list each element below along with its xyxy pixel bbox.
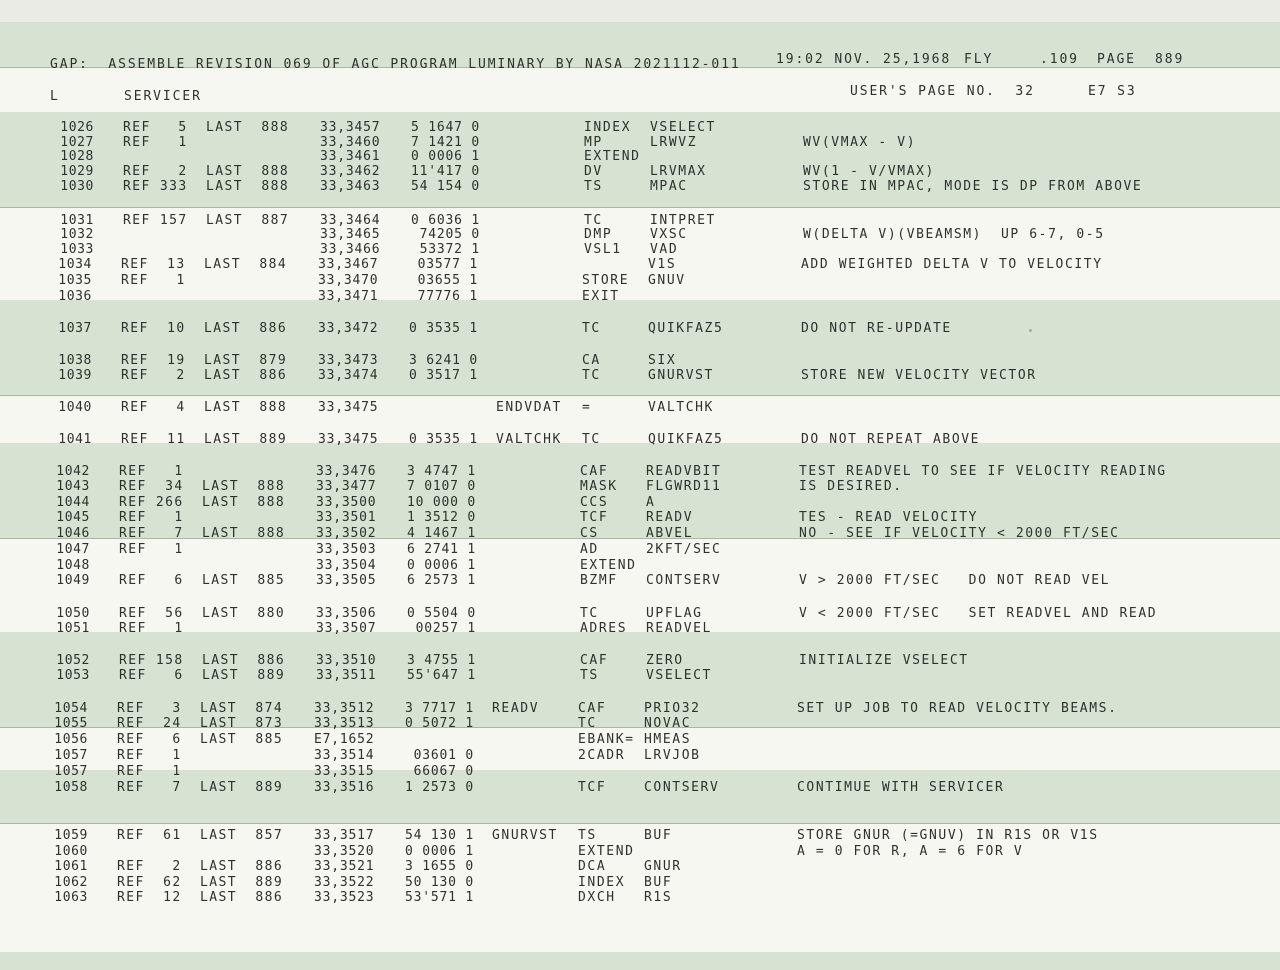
address: 33,3471 — [318, 289, 379, 304]
octal-word: 53372 1 — [419, 242, 480, 257]
line-number: 1047 — [56, 542, 90, 557]
operand: HMEAS — [644, 732, 692, 747]
line-number: 1051 — [56, 621, 90, 636]
page-number: 889 — [1155, 52, 1185, 67]
octal-word: 11'417 0 — [410, 164, 480, 179]
address: 33,3515 — [314, 764, 375, 779]
ref-count: REF 6 LAST 885 — [117, 732, 284, 747]
address: 33,3457 — [320, 120, 381, 135]
comment: DO NOT RE-UPDATE — [801, 321, 952, 336]
operand: LRVMAX — [650, 164, 707, 179]
address: 33,3521 — [314, 859, 375, 874]
line-number: 1039 — [58, 368, 92, 383]
address: 33,3523 — [314, 890, 375, 905]
octal-word: 6 2741 1 — [406, 542, 476, 557]
opcode: TCF — [580, 510, 609, 525]
octal-word: 0 5504 0 — [406, 606, 476, 621]
opcode: = — [582, 400, 592, 415]
symbol-label: VALTCHK — [496, 432, 562, 447]
ref-count: REF 1 — [119, 464, 184, 479]
opcode: CS — [580, 526, 599, 541]
symbol-label: ENDVDAT — [496, 400, 562, 415]
comment: W(DELTA V)(VBEAMSM) UP 6-7, 0-5 — [803, 227, 1105, 242]
octal-word: 55'647 1 — [406, 668, 476, 683]
octal-word: 5 1647 0 — [410, 120, 480, 135]
opcode: DV — [584, 164, 603, 179]
opcode: TS — [578, 828, 597, 843]
opcode: EXTEND — [580, 558, 637, 573]
octal-word: 0 5072 1 — [404, 716, 474, 731]
address: 33,3511 — [316, 668, 377, 683]
operand: MPAC — [650, 179, 688, 194]
octal-word: 03577 1 — [417, 257, 478, 272]
line-number: 1028 — [60, 149, 94, 164]
ref-count: REF 1 — [119, 542, 184, 557]
line-number: 1026 — [60, 120, 94, 135]
operand: UPFLAG — [646, 606, 703, 621]
comment: ADD WEIGHTED DELTA V TO VELOCITY — [801, 257, 1103, 272]
line-number: 1046 — [56, 526, 90, 541]
address: 33,3477 — [316, 479, 377, 494]
opcode: TC — [582, 321, 601, 336]
symbol-label: READV — [492, 701, 540, 716]
operand: BUF — [644, 875, 673, 890]
ref-count: REF 19 LAST 879 — [121, 353, 288, 368]
address: 33,3503 — [316, 542, 377, 557]
octal-word: 03655 1 — [417, 273, 478, 288]
opcode: 2CADR — [578, 748, 626, 763]
octal-word: 54 130 1 — [404, 828, 474, 843]
operand: ZERO — [646, 653, 684, 668]
ref-count: REF 157 LAST 887 — [123, 213, 290, 228]
ref-count: REF 6 LAST 885 — [119, 573, 286, 588]
octal-word: 3 4755 1 — [406, 653, 476, 668]
address: 33,3475 — [318, 400, 379, 415]
opcode: MP — [584, 135, 603, 150]
address: 33,3517 — [314, 828, 375, 843]
operand: VSELECT — [650, 120, 716, 135]
line-number: 1050 — [56, 606, 90, 621]
octal-word: 0 3535 1 — [408, 321, 478, 336]
line-number: 1057 — [54, 764, 88, 779]
octal-word: 3 7717 1 — [404, 701, 474, 716]
address: 33,3467 — [318, 257, 379, 272]
octal-word: 3 4747 1 — [406, 464, 476, 479]
address: 33,3502 — [316, 526, 377, 541]
octal-word: 53'571 1 — [404, 890, 474, 905]
address: 33,3512 — [314, 701, 375, 716]
opcode: EXTEND — [584, 149, 641, 164]
opcode: ADRES — [580, 621, 628, 636]
opcode: CCS — [580, 495, 609, 510]
comment: WV(VMAX - V) — [803, 135, 917, 150]
comment: INITIALIZE VSELECT — [799, 653, 969, 668]
octal-word: 7 1421 0 — [410, 135, 480, 150]
octal-word: 50 130 0 — [404, 875, 474, 890]
line-number: 1032 — [60, 227, 94, 242]
opcode: CAF — [578, 701, 607, 716]
ref-count: REF 333 LAST 888 — [123, 179, 290, 194]
address: 33,3462 — [320, 164, 381, 179]
assembly-title: GAP: ASSEMBLE REVISION 069 OF AGC PROGRAM LUMINARY BY NASA 2021112-011 — [50, 57, 741, 72]
opcode: STORE — [582, 273, 630, 288]
ref-count: REF 11 LAST 889 — [121, 432, 288, 447]
address: 33,3500 — [316, 495, 377, 510]
ref-count: REF 2 LAST 886 — [117, 859, 284, 874]
ref-count: REF 6 LAST 889 — [119, 668, 286, 683]
line-number: 1052 — [56, 653, 90, 668]
opcode: VSL1 — [584, 242, 622, 257]
address: 33,3461 — [320, 149, 381, 164]
comment: DO NOT REPEAT ABOVE — [801, 432, 981, 447]
version-label: .109 — [1040, 52, 1079, 67]
mode-label: FLY — [964, 52, 994, 67]
octal-word: 0 6036 1 — [410, 213, 480, 228]
operand: SIX — [648, 353, 677, 368]
comment: V < 2000 FT/SEC SET READVEL AND READ — [799, 606, 1158, 621]
address: 33,3514 — [314, 748, 375, 763]
address: 33,3474 — [318, 368, 379, 383]
line-number: 1045 — [56, 510, 90, 525]
address: 33,3463 — [320, 179, 381, 194]
green-band — [0, 952, 1280, 970]
address: 33,3476 — [316, 464, 377, 479]
octal-word: 0 0006 1 — [410, 149, 480, 164]
bank-id: E7 S3 — [1088, 84, 1137, 99]
opcode: TC — [582, 368, 601, 383]
line-number: 1059 — [54, 828, 88, 843]
address: 33,3513 — [314, 716, 375, 731]
opcode: TC — [578, 716, 597, 731]
octal-word: 0 0006 1 — [406, 558, 476, 573]
address: E7,1652 — [314, 732, 375, 747]
address: 33,3505 — [316, 573, 377, 588]
ref-count: REF 61 LAST 857 — [117, 828, 284, 843]
octal-word: 66067 0 — [413, 764, 474, 779]
line-number: 1036 — [58, 289, 92, 304]
opcode: TS — [584, 179, 603, 194]
ref-count: REF 10 LAST 886 — [121, 321, 288, 336]
opcode: DCA — [578, 859, 607, 874]
ref-count: REF 7 LAST 889 — [117, 780, 284, 795]
octal-word: 77776 1 — [417, 289, 478, 304]
line-number: 1063 — [54, 890, 88, 905]
line-number: 1041 — [58, 432, 92, 447]
ref-count: REF 13 LAST 884 — [121, 257, 288, 272]
line-number: 1060 — [54, 844, 88, 859]
ref-count: REF 24 LAST 873 — [117, 716, 284, 731]
comment: STORE IN MPAC, MODE IS DP FROM ABOVE — [803, 179, 1143, 194]
line-number: 1055 — [54, 716, 88, 731]
ref-count: REF 2 LAST 888 — [123, 164, 290, 179]
comment: TEST READVEL TO SEE IF VELOCITY READING — [799, 464, 1167, 479]
opcode: CAF — [580, 653, 609, 668]
operand: A — [646, 495, 656, 510]
comment: IS DESIRED. — [799, 479, 903, 494]
comment: SET UP JOB TO READ VELOCITY BEAMS. — [797, 701, 1118, 716]
line-number: 1034 — [58, 257, 92, 272]
operand: LRVJOB — [644, 748, 701, 763]
ref-count: REF 1 — [121, 273, 186, 288]
line-number: 1058 — [54, 780, 88, 795]
ref-count: REF 5 LAST 888 — [123, 120, 290, 135]
comment: WV(1 - V/VMAX) — [803, 164, 935, 179]
operand: 2KFT/SEC — [646, 542, 722, 557]
opcode: CA — [582, 353, 601, 368]
ref-count: REF 158 LAST 886 — [119, 653, 286, 668]
opcode: DXCH — [578, 890, 616, 905]
line-number: 1027 — [60, 135, 94, 150]
line-number: 1053 — [56, 668, 90, 683]
operand: VALTCHK — [648, 400, 714, 415]
operand: VSELECT — [646, 668, 712, 683]
line-number: 1033 — [60, 242, 94, 257]
comment: STORE GNUR (=GNUV) IN R1S OR V1S — [797, 828, 1099, 843]
opcode: AD — [580, 542, 599, 557]
ref-count: REF 4 LAST 888 — [121, 400, 288, 415]
opcode: EXTEND — [578, 844, 635, 859]
opcode: EBANK= — [578, 732, 635, 747]
line-number: 1061 — [54, 859, 88, 874]
line-number: 1030 — [60, 179, 94, 194]
opcode: TC — [584, 213, 603, 228]
opcode: TC — [582, 432, 601, 447]
operand: GNUV — [648, 273, 686, 288]
ref-count: REF 12 LAST 886 — [117, 890, 284, 905]
operand: ABVEL — [646, 526, 694, 541]
line-number: 1062 — [54, 875, 88, 890]
octal-word: 74205 0 — [419, 227, 480, 242]
line-number: 1044 — [56, 495, 90, 510]
opcode: INDEX — [584, 120, 632, 135]
operand: V1S — [648, 257, 677, 272]
address: 33,3507 — [316, 621, 377, 636]
ref-count: REF 1 — [117, 748, 182, 763]
octal-word: 00257 1 — [415, 621, 476, 636]
opcode: EXIT — [582, 289, 620, 304]
octal-word: 10 000 0 — [406, 495, 476, 510]
address: 33,3472 — [318, 321, 379, 336]
line-number: 1057 — [54, 748, 88, 763]
address: 33,3464 — [320, 213, 381, 228]
line-number: 1043 — [56, 479, 90, 494]
operand: NOVAC — [644, 716, 692, 731]
octal-word: 6 2573 1 — [406, 573, 476, 588]
line-number: 1040 — [58, 400, 92, 415]
line-number: 1035 — [58, 273, 92, 288]
section-name: SERVICER — [124, 89, 202, 104]
address: 33,3510 — [316, 653, 377, 668]
operand: BUF — [644, 828, 673, 843]
address: 33,3460 — [320, 135, 381, 150]
line-number: 1054 — [54, 701, 88, 716]
ref-count: REF 1 — [117, 764, 182, 779]
operand: QUIKFAZ5 — [648, 432, 724, 447]
operand: INTPRET — [650, 213, 716, 228]
address: 33,3506 — [316, 606, 377, 621]
ref-count: REF 7 LAST 888 — [119, 526, 286, 541]
operand: LRWVZ — [650, 135, 698, 150]
operand: FLGWRD11 — [646, 479, 722, 494]
green-band — [0, 770, 1280, 824]
line-number: 1042 — [56, 464, 90, 479]
users-page-number: USER'S PAGE NO. 32 — [850, 84, 1035, 99]
octal-word: 03601 0 — [413, 748, 474, 763]
address: 33,3516 — [314, 780, 375, 795]
paper-speck — [1029, 329, 1032, 332]
operand: READVEL — [646, 621, 712, 636]
line-number: 1056 — [54, 732, 88, 747]
octal-word: 3 6241 0 — [408, 353, 478, 368]
operand: READVBIT — [646, 464, 722, 479]
opcode: MASK — [580, 479, 618, 494]
operand: GNURVST — [648, 368, 714, 383]
octal-word: 0 3535 1 — [408, 432, 478, 447]
ref-count: REF 266 LAST 888 — [119, 495, 286, 510]
comment: STORE NEW VELOCITY VECTOR — [801, 368, 1037, 383]
operand: READV — [646, 510, 694, 525]
address: 33,3466 — [320, 242, 381, 257]
line-number: 1037 — [58, 321, 92, 336]
operand: PRIO32 — [644, 701, 701, 716]
line-number: 1049 — [56, 573, 90, 588]
octal-word: 0 0006 1 — [404, 844, 474, 859]
operand: CONTSERV — [646, 573, 722, 588]
page-label: PAGE — [1097, 52, 1136, 67]
comment: TES - READ VELOCITY — [799, 510, 979, 525]
comment: NO - SEE IF VELOCITY < 2000 FT/SEC — [799, 526, 1120, 541]
opcode: CAF — [580, 464, 609, 479]
address: 33,3475 — [318, 432, 379, 447]
ref-count: REF 34 LAST 888 — [119, 479, 286, 494]
ref-count: REF 2 LAST 886 — [121, 368, 288, 383]
paper-top-edge — [0, 0, 1280, 22]
comment: A = 0 FOR R, A = 6 FOR V — [797, 844, 1024, 859]
address: 33,3501 — [316, 510, 377, 525]
line-number: 1038 — [58, 353, 92, 368]
line-number: 1029 — [60, 164, 94, 179]
comment: V > 2000 FT/SEC DO NOT READ VEL — [799, 573, 1111, 588]
octal-word: 3 1655 0 — [404, 859, 474, 874]
octal-word: 7 0107 0 — [406, 479, 476, 494]
operand: CONTSERV — [644, 780, 720, 795]
line-number: 1048 — [56, 558, 90, 573]
octal-word: 54 154 0 — [410, 179, 480, 194]
opcode: TC — [580, 606, 599, 621]
ref-count: REF 1 — [119, 510, 184, 525]
ref-count: REF 62 LAST 889 — [117, 875, 284, 890]
ref-count: REF 1 — [123, 135, 188, 150]
octal-word: 4 1467 1 — [406, 526, 476, 541]
octal-word: 1 3512 0 — [406, 510, 476, 525]
line-number: 1031 — [60, 213, 94, 228]
ref-count: REF 56 LAST 880 — [119, 606, 286, 621]
operand: R1S — [644, 890, 673, 905]
operand: QUIKFAZ5 — [648, 321, 724, 336]
address: 33,3465 — [320, 227, 381, 242]
octal-word: 1 2573 0 — [404, 780, 474, 795]
ref-count: REF 3 LAST 874 — [117, 701, 284, 716]
operand: VXSC — [650, 227, 688, 242]
octal-word: 0 3517 1 — [408, 368, 478, 383]
opcode: DMP — [584, 227, 613, 242]
ref-count: REF 1 — [119, 621, 184, 636]
timestamp: 19:02 NOV. 25,1968 — [776, 52, 952, 67]
comment: CONTIMUE WITH SERVICER — [797, 780, 1005, 795]
operand: VAD — [650, 242, 679, 257]
opcode: TCF — [578, 780, 607, 795]
address: 33,3470 — [318, 273, 379, 288]
symbol-label: GNURVST — [492, 828, 558, 843]
opcode: BZMF — [580, 573, 618, 588]
address: 33,3522 — [314, 875, 375, 890]
address: 33,3473 — [318, 353, 379, 368]
operand: GNUR — [644, 859, 682, 874]
section-letter: L — [50, 89, 60, 104]
address: 33,3520 — [314, 844, 375, 859]
opcode: TS — [580, 668, 599, 683]
opcode: INDEX — [578, 875, 626, 890]
address: 33,3504 — [316, 558, 377, 573]
